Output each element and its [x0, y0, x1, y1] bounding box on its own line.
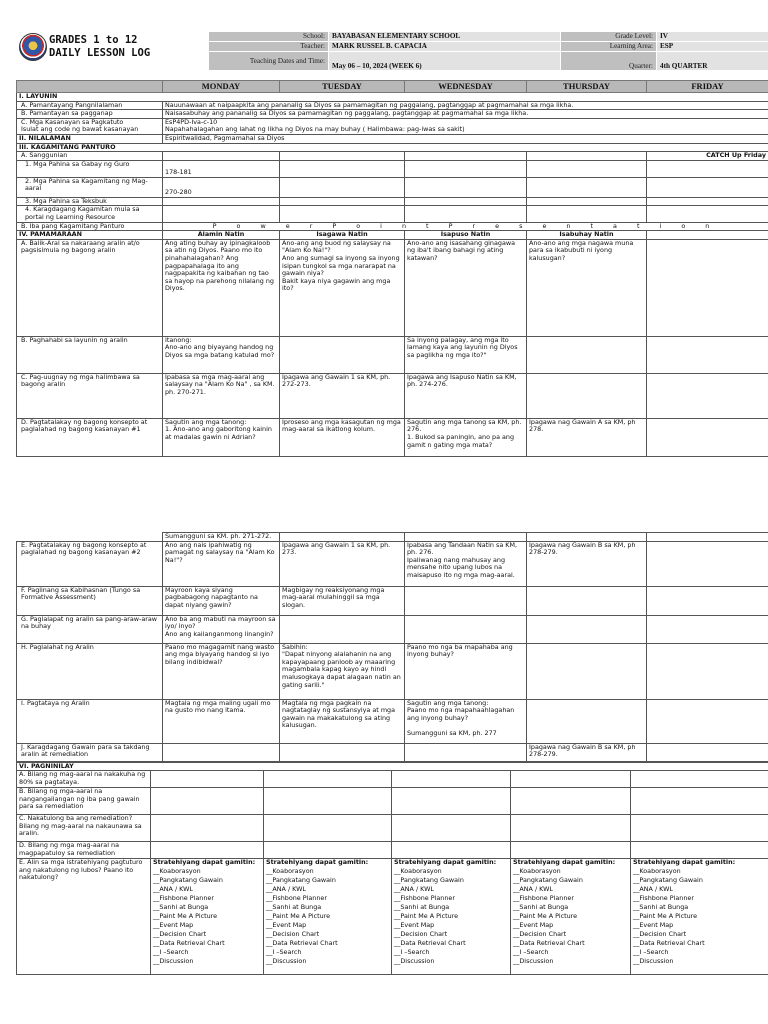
strategy-item: __Koaborasyon: [394, 866, 442, 875]
step-c-monday: Ipabasa sa mga mag-aaral ang salaysay na "Alam Ko Na" , sa KM. ph. 270-271.: [163, 373, 280, 418]
friday-note: CATCH Up Friday: [647, 152, 768, 161]
step-i-wednesday: Sagutin ang mga tanong: Paano mo nga mapahaahlagahan ang inyong buhay? Sumangguni sa KM, ph. 277: [405, 699, 527, 743]
step-f-label: F. Paglinang sa Kabihasnan (Tungo sa Formative Assessment): [17, 586, 163, 615]
empty-cell: [647, 177, 768, 197]
school-label: School:: [209, 32, 329, 42]
dates-label: Teaching Dates and Time:: [209, 52, 329, 71]
empty-cell: [151, 771, 264, 788]
strategy-item: __Discussion: [394, 956, 435, 965]
step-c-tuesday: Ipagawa ang Gawain 1 sa KM, ph. 272-273.: [280, 373, 405, 418]
empty-cell: [405, 533, 527, 542]
empty-cell: [151, 788, 264, 815]
empty-cell: [280, 533, 405, 542]
reflection-a-label: A. Bilang ng mag-aaral na nakakuha ng 80% sa pagtataya.: [17, 771, 151, 788]
empty-cell: [511, 815, 631, 842]
strategy-item: __Fishbone Planner: [266, 893, 327, 902]
strategy-list-tuesday: [264, 859, 392, 975]
strategy-item: __Discussion: [153, 956, 194, 965]
strategy-item: __Data Retrieval Chart: [513, 938, 585, 947]
empty-cell: [151, 815, 264, 842]
strategy-item: __Discussion: [266, 956, 307, 965]
strategy-item: __Koaborasyon: [513, 866, 561, 875]
strategy-item: __ANA / KWL: [513, 884, 553, 893]
strategy-item: __ANA / KWL: [153, 884, 193, 893]
step-h-label: H. Paglalahat ng Aralin: [17, 643, 163, 699]
empty-cell: [163, 197, 280, 206]
strategy-item: __Event Map: [513, 920, 554, 929]
step-d-label: D. Pagtatalakay ng bagong konsepto at paglalahad ng bagong kasanayan #1: [17, 418, 163, 456]
step-g-monday: Ano ba ang mabuti na mayroon sa iyo/ inyo? Ano ang kailanganmong linangin?: [163, 615, 280, 643]
strategy-item: __Decision Chart: [266, 929, 320, 938]
empty-cell: [280, 177, 405, 197]
step-j-label: J. Karagdagang Gawain para sa takdang aralin at remediation: [17, 743, 163, 761]
strategy-item: __Discussion: [513, 956, 554, 965]
empty-cell: [392, 771, 511, 788]
step-h-monday: Paano mo magagamit nang wasto ang mga biyayang handog si iyo bilang indibidwal?: [163, 643, 280, 699]
strategy-item: __Pangkatang Gawain: [513, 875, 583, 884]
lesson-log-page-1: [16, 80, 768, 457]
strategy-title: Stratehiyang dapat gamitin:: [394, 858, 497, 867]
empty-cell: [405, 197, 527, 206]
title-line-2: DAILY LESSON LOG: [49, 47, 151, 59]
step-a-wednesday: Ano-ano ang isasahang ginagawa ng iba't ibang bahagi ng ating katawan?: [405, 239, 527, 336]
strategy-item: __ANA / KWL: [266, 884, 306, 893]
empty-cell: [264, 771, 392, 788]
strategy-item: __Sanhi at Bunga: [394, 902, 450, 911]
step-b-label: B. Paghahabi sa layunin ng aralin: [17, 336, 163, 373]
strategy-item: __Sanhi at Bunga: [266, 902, 322, 911]
empty-cell: [647, 541, 768, 586]
strategy-item: __Pangkatang Gawain: [153, 875, 223, 884]
kasanayan-label: C. Mga Kasanayan sa Pagkatuto Isulat ang code ng bawat kasanayan: [17, 118, 163, 134]
lesson-plan-table: [16, 80, 768, 457]
step-g-label: G. Paglalapat ng aralin sa pang-araw-araw na buhay: [17, 615, 163, 643]
empty-cell: [264, 788, 392, 815]
section-layunin: I. LAYUNIN: [17, 93, 768, 102]
strategy-item: __Decision Chart: [394, 929, 448, 938]
empty-cell: [647, 743, 768, 761]
phase-wednesday: Isapuso Natin: [405, 231, 527, 240]
sanggunian-label: A. Sanggunian: [17, 152, 163, 161]
empty-cell: [280, 197, 405, 206]
strategy-item: __Paint Me A Picture: [266, 911, 331, 920]
step-i-tuesday: Magtala ng mga pagkain na nagtataglay ng sustansyiya at mga gawain na makakatulong sa ating kalusugan.: [280, 699, 405, 743]
empty-cell: [527, 152, 647, 161]
header-info-table: [208, 31, 768, 71]
strategy-item: __Pangkatang Gawain: [394, 875, 464, 884]
strategy-item: __Event Map: [153, 920, 194, 929]
step-a-label: A. Balik-Aral sa nakaraang aralin at/o pagsisimula ng bagong aralin: [17, 239, 163, 336]
empty-cell: [647, 699, 768, 743]
step-c-label: C. Pag-uugnay ng mga halimbawa sa bagong aralin: [17, 373, 163, 418]
nilalaman-text: Espiritwalidad, Pagmamahal sa Diyos: [163, 134, 768, 143]
phase-tuesday: Isagawa Natin: [280, 231, 405, 240]
step-i-monday: Magtala ng mga maling ugali mo na gusto mo nang itama.: [163, 699, 280, 743]
empty-cell: [631, 842, 768, 859]
strategy-item: __Event Map: [266, 920, 307, 929]
strategy-item: __Koaborasyon: [633, 866, 681, 875]
step-d-thursday: Ipagawa nag Gawain A sa KM, ph 278.: [527, 418, 647, 456]
empty-cell: [647, 336, 768, 373]
section-pamamaraan: IV. PAMAMARAAN: [17, 231, 163, 240]
step-j-thursday: Ipagawa nag Gawain B sa KM, ph 278-279.: [527, 743, 647, 761]
quarter-label: Quarter:: [561, 52, 657, 71]
step-e-tuesday: Ipagawa ang Gawain 1 sa KM, ph. 273.: [280, 541, 405, 586]
pagganap-label: B. Pamantayan sa pagganap: [17, 110, 163, 119]
strategy-item: __Paint Me A Picture: [513, 911, 578, 920]
empty-cell: [647, 643, 768, 699]
strategy-item: __Event Map: [633, 920, 674, 929]
teacher-value: MARK RUSSEL B. CAPACIA: [329, 42, 561, 52]
empty-cell: [280, 615, 405, 643]
step-b-wednesday: Sa inyong palagay, ang mga ito lamang kaya ang layunin ng Diyos sa paglikha ng mga ito?": [405, 336, 527, 373]
empty-cell: [392, 815, 511, 842]
strategy-item: __Data Retrieval Chart: [153, 938, 225, 947]
section-nilalaman: II. NILALAMAN: [17, 134, 163, 143]
friday-header: FRIDAY: [647, 81, 768, 93]
empty-cell: [647, 197, 768, 206]
step-d-wednesday: Sagutin ang mga tanong sa KM, ph. 276. 1. Bukod sa paningin, ano pa ang gamit n gating mga mata?: [405, 418, 527, 456]
strategy-list-monday: [151, 859, 264, 975]
deped-seal-icon: [19, 33, 47, 61]
empty-cell: [405, 615, 527, 643]
empty-cell: [647, 533, 768, 542]
step-f-monday: Mayroon kaya siyang pagbabagong napagtanto na dapat niyang gawin?: [163, 586, 280, 615]
title-line-1: GRADES 1 to 12: [49, 34, 138, 46]
empty-cell: [405, 743, 527, 761]
document-title: [49, 34, 150, 60]
step-f-tuesday: Magbigay ng reaksiyonang mga mag-aaral mulahinggil sa mga slogan.: [280, 586, 405, 615]
step-e-label: E. Pagtatalakay ng bagong konsepto at paglalahad ng bagong kasanayan #2: [17, 541, 163, 586]
thursday-header: THURSDAY: [527, 81, 647, 93]
strategy-item: __Event Map: [394, 920, 435, 929]
empty-cell: [163, 206, 280, 222]
empty-cell: [405, 152, 527, 161]
strategy-item: __I –Search: [394, 947, 430, 956]
step-e-thursday: Ipagawa nag Gawain B sa KM, ph 278-279.: [527, 541, 647, 586]
section-pagninilay: VI. PAGNINILAY: [17, 762, 768, 771]
empty-cell: [647, 231, 768, 240]
empty-cell: [647, 418, 768, 456]
strategy-item: __Data Retrieval Chart: [394, 938, 466, 947]
empty-cell: [511, 788, 631, 815]
empty-cell: [527, 699, 647, 743]
step-h-tuesday: Sabihin: "Dapat ninyong alalahanin na ang kapayapaang panloob ay maaaring magambala kapag kayo ay hindi malusogkaya dapat alagaan natin an gating sarili.": [280, 643, 405, 699]
empty-cell: [280, 336, 405, 373]
strategy-list-friday: [631, 859, 768, 975]
gabay-pages: 178-181: [163, 160, 280, 177]
empty-cell: [405, 160, 527, 177]
empty-cell: [527, 160, 647, 177]
strategy-item: __Fishbone Planner: [394, 893, 455, 902]
kasanayan-code: EsP4PD-Iva-c-10: [165, 118, 218, 126]
strategy-item: __ANA / KWL: [394, 884, 434, 893]
iba-kagamitan-label: B. Iba pang Kagamitang Panturo: [17, 222, 163, 231]
strategy-item: __Paint Me A Picture: [633, 911, 698, 920]
strategy-item: __Pangkatang Gawain: [633, 875, 703, 884]
pangnilalaman-label: A. Pamantayang Pangnilalaman: [17, 101, 163, 110]
strategy-item: __Fishbone Planner: [153, 893, 214, 902]
strategy-title: Stratehiyang dapat gamitin:: [266, 858, 369, 867]
phase-monday: Alamin Natin: [163, 231, 280, 240]
strategy-item: __I –Search: [153, 947, 189, 956]
empty-cell: [264, 842, 392, 859]
lesson-log-page-2: [16, 532, 768, 975]
empty-cell: [647, 586, 768, 615]
step-e-monday: Ano ang nais ipahiwatig ng pamagat ng salaysay na "Alam Ko Na!"?: [163, 541, 280, 586]
strategy-item: __Koaborasyon: [153, 866, 201, 875]
empty-cell: [280, 206, 405, 222]
empty-cell: [280, 743, 405, 761]
empty-cell: [511, 771, 631, 788]
empty-cell: [17, 533, 163, 542]
day-header-row: [17, 81, 768, 93]
empty-cell: [392, 788, 511, 815]
strategy-item: __Paint Me A Picture: [394, 911, 459, 920]
grade-label: Grade Level:: [561, 32, 657, 42]
empty-cell: [511, 842, 631, 859]
strategy-item: __Sanhi at Bunga: [633, 902, 689, 911]
pagganap-text: Naisasabuhay ang pananalig sa Diyos sa pamamagitan ng paggalang, pagtanggap at pagmamahal sa mga likha.: [163, 110, 768, 119]
monday-header: MONDAY: [163, 81, 280, 93]
empty-cell: [264, 815, 392, 842]
strategy-item: __Discussion: [633, 956, 674, 965]
strategy-list-thursday: [511, 859, 631, 975]
empty-cell: [163, 152, 280, 161]
empty-cell: [647, 239, 768, 336]
kasanayan-text: Napahahalagahan ang lahat ng likha ng Diyos na may buhay ( Halimbawa: pag-iwas sa sakit): [165, 125, 465, 134]
empty-cell: [405, 177, 527, 197]
strategy-item: __Decision Chart: [513, 929, 567, 938]
strategy-item: __Koaborasyon: [266, 866, 314, 875]
blank-header-cell: [17, 81, 163, 93]
teacher-label: Teacher:: [209, 42, 329, 52]
strategy-item: __Decision Chart: [633, 929, 687, 938]
strategy-item: __Fishbone Planner: [633, 893, 694, 902]
grade-value: IV: [657, 32, 768, 42]
empty-cell: [647, 615, 768, 643]
empty-cell: [392, 842, 511, 859]
step-a-tuesday: Ano-ang ang buod ng salaysay na "Alam Ko Na!"? Ano ang sumagi sa inyong sa inyong isipan tungkol sa mga nararapat na gawain niya? Bakit kaya niya gagawin ang mga ito?: [280, 239, 405, 336]
strategy-item: __Data Retrieval Chart: [633, 938, 705, 947]
step-b-monday: Itanong: Ano-ano ang biyayang handog ng Diyos sa mga batang katulad mo?: [163, 336, 280, 373]
empty-cell: [527, 586, 647, 615]
step-i-label: I. Pagtataya ng Aralin: [17, 699, 163, 743]
empty-cell: [527, 615, 647, 643]
lr-portal-label: 4. Karagdagang Kagamitan mula sa portal ng Learning Resource: [17, 206, 163, 222]
strategy-item: __Sanhi at Bunga: [153, 902, 209, 911]
strategy-list-wednesday: [392, 859, 511, 975]
step-d-tuesday: Iproseso ang mga kasagutan ng mga mag-aaral sa ikatlong kolum.: [280, 418, 405, 456]
pangnilalaman-text: Nauunawaan at naipaapkita ang pananalig sa Diyos sa pamamagitan ng paggalang, pagtanggap at pagmamahal sa mga likha.: [163, 101, 768, 110]
strategy-title: Stratehiyang dapat gamitin:: [513, 858, 616, 867]
strategy-title: Stratehiyang dapat gamitin:: [633, 858, 736, 867]
strategy-item: __I –Search: [266, 947, 302, 956]
reflection-table: [16, 762, 768, 976]
empty-cell: [631, 771, 768, 788]
strategy-item: __Fishbone Planner: [513, 893, 574, 902]
empty-cell: [527, 643, 647, 699]
reflection-c-label: C. Nakatulong ba ang remediation? Bilang ng mag-aaral na nakaunawa sa aralin.: [17, 815, 151, 842]
document-header: [16, 31, 768, 71]
empty-cell: [647, 206, 768, 222]
step-e-wednesday: Ipabasa ang Tandaan Natin sa KM, ph. 276. Ipaliwanag nang mahusay ang mensahe nito upang lubos na maisapuso ito ng mga mag-aaral.: [405, 541, 527, 586]
strategy-item: __I –Search: [513, 947, 549, 956]
powerpoint-note: P o w e r P o i n t P r e s e n t a t i o n: [163, 222, 768, 231]
kagamitang-pages: 270-280: [163, 177, 280, 197]
step-a-thursday: Ano-ano ang mga nagawa muna para sa ikabubuti ni iyong kalusugan?: [527, 239, 647, 336]
empty-cell: [527, 533, 647, 542]
empty-cell: [647, 160, 768, 177]
empty-cell: [527, 373, 647, 418]
empty-cell: [151, 842, 264, 859]
strategy-item: __Data Retrieval Chart: [266, 938, 338, 947]
empty-cell: [527, 177, 647, 197]
section-kagamitan: III. KAGAMITANG PANTURO: [17, 143, 768, 152]
empty-cell: [527, 206, 647, 222]
teksbuk-label: 3. Mga Pahina sa Teksbuk: [17, 197, 163, 206]
area-label: Learning Area:: [561, 42, 657, 52]
step-a-monday: Ang ating buhay ay ipinagkaloob sa atin ng Diyos. Paano mo ito pinahahalagahan? Ang pagpapahalaga ito ang nagpapakita ng kaibahan ng tao sa hayop na parehong nilalang ng Diyos.: [163, 239, 280, 336]
strategy-item: __ANA / KWL: [633, 884, 673, 893]
step-c-wednesday: Ipagawa ang Isapuso Natin sa KM, ph. 274-276.: [405, 373, 527, 418]
gabay-label: 1. Mga Pahina sa Gabay ng Guro: [17, 160, 163, 177]
lesson-plan-table-continued: [16, 532, 768, 762]
empty-cell: [405, 586, 527, 615]
strategy-item: __Sanhi at Bunga: [513, 902, 569, 911]
empty-cell: [280, 152, 405, 161]
strategy-item: __I –Search: [633, 947, 669, 956]
strategy-title: Stratehiyang dapat gamitin:: [153, 858, 256, 867]
reflection-b-label: B. Bilang ng mga-aaral na nangangailangan ng iba pang gawain para sa remediation: [17, 788, 151, 815]
empty-cell: [631, 815, 768, 842]
strategy-item: __Pangkatang Gawain: [266, 875, 336, 884]
strategy-item: __Paint Me A Picture: [153, 911, 218, 920]
empty-cell: [527, 336, 647, 373]
empty-cell: [527, 197, 647, 206]
step-d-monday-cont: Sumangguni sa KM. ph. 271-272.: [163, 533, 280, 542]
tuesday-header: TUESDAY: [280, 81, 405, 93]
empty-cell: [647, 373, 768, 418]
empty-cell: [405, 206, 527, 222]
reflection-d-label: D. Bilang ng mga mag-aaral na magpapatuloy sa remediation: [17, 842, 151, 859]
strategy-item: __Decision Chart: [153, 929, 207, 938]
reflection-e-label: E. Alin sa mga istratehiyang pagtuturo ang nakatulong ng lubos? Paano ito nakatulong?: [17, 859, 151, 975]
empty-cell: [163, 743, 280, 761]
step-h-wednesday: Paano mo nga ba mapahaba ang inyong buhay?: [405, 643, 527, 699]
empty-cell: [280, 160, 405, 177]
area-value: ESP: [657, 42, 768, 52]
wednesday-header: WEDNESDAY: [405, 81, 527, 93]
kasanayan-cell: [163, 118, 768, 134]
kagamitang-label: 2. Mga Pahina sa Kagamitang ng Mag-aaral: [17, 177, 163, 197]
school-value: BAYABASAN ELEMENTARY SCHOOL: [329, 32, 561, 42]
phase-thursday: Isabuhay Natin: [527, 231, 647, 240]
dates-value: May 06 – 10, 2024 (WEEK 6): [329, 52, 561, 71]
step-d-monday: Sagutin ang mga tanong: 1. Ano-ano ang gaboritong kainin at madalas gawin ni Adrian?: [163, 418, 280, 456]
quarter-value: 4th QUARTER: [657, 52, 768, 71]
empty-cell: [631, 788, 768, 815]
